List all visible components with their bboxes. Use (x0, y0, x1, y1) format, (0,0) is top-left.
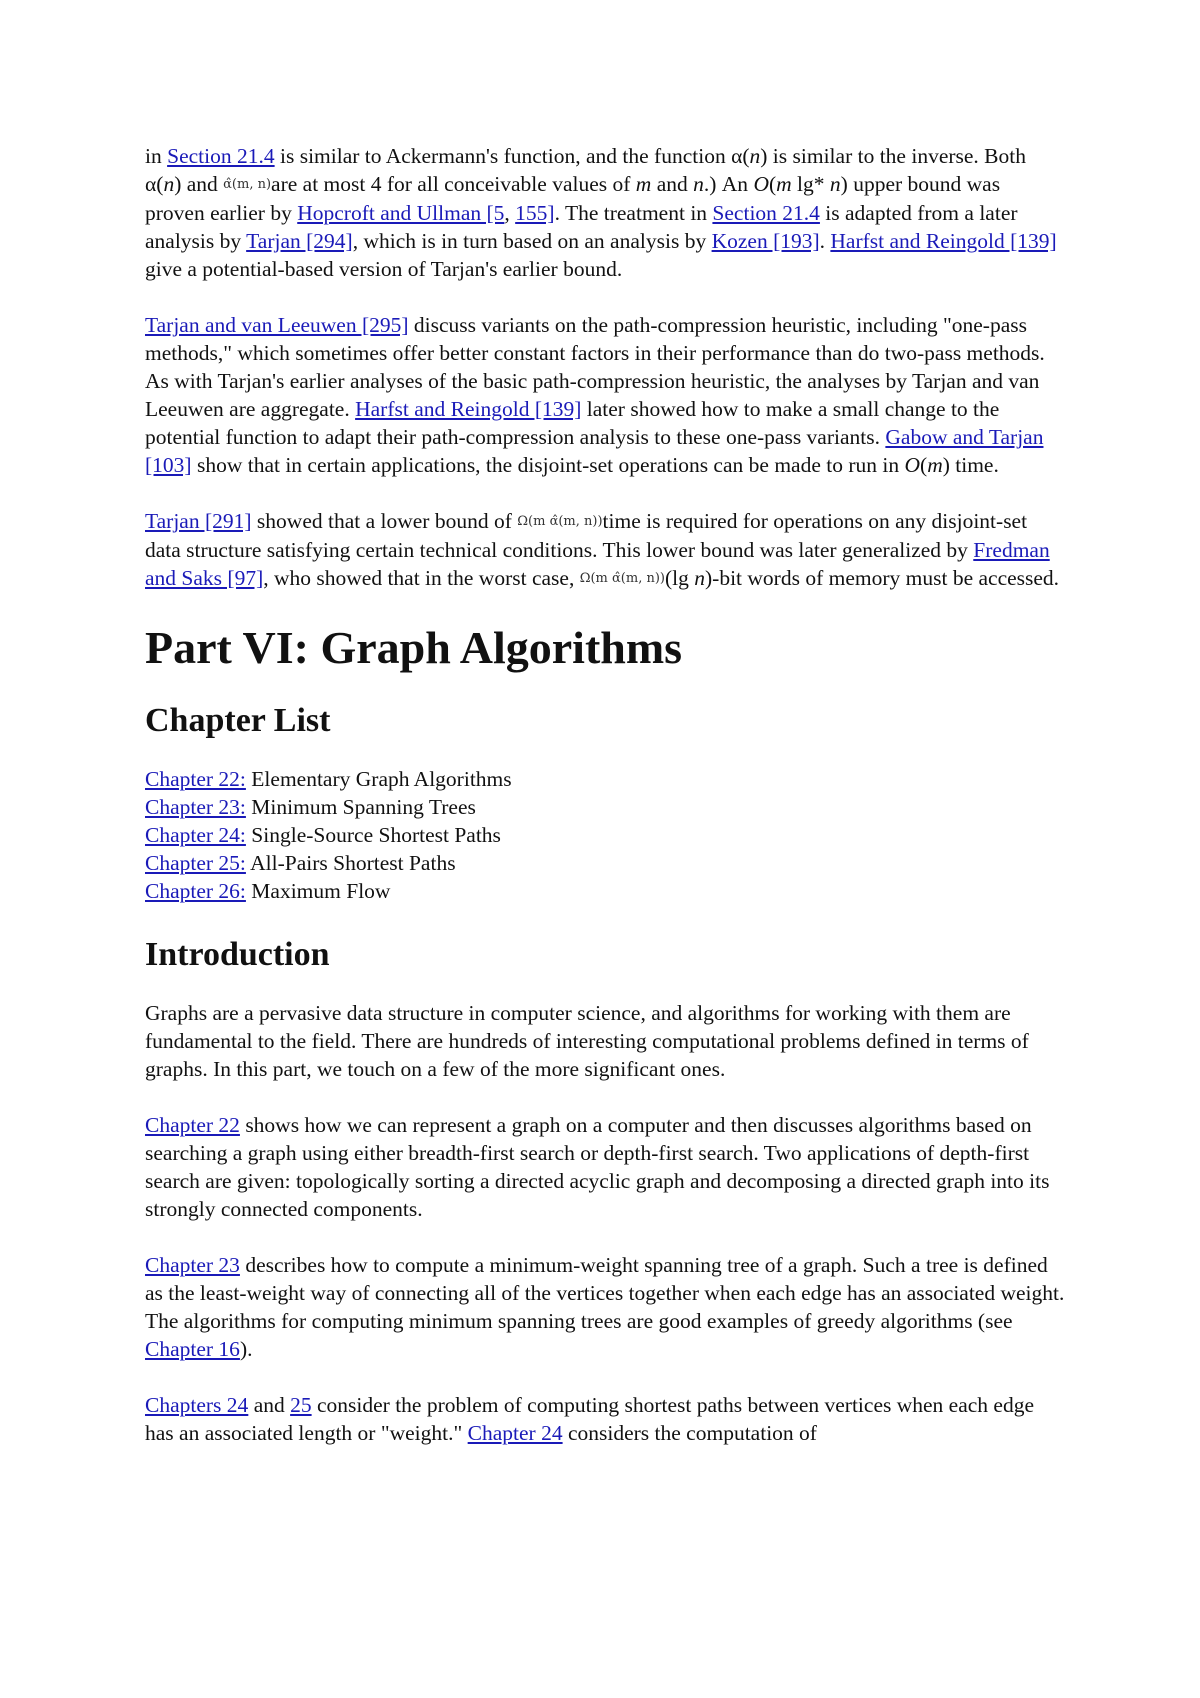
math-O: O (904, 453, 921, 477)
chapter-23-link[interactable]: Chapter 23: (145, 795, 246, 819)
text: )-bit words of memory must be accessed. (705, 566, 1060, 590)
text: is adapted from a later analysis by (145, 201, 1018, 253)
link-chapter-23[interactable]: Chapter 23 (145, 1253, 240, 1277)
text: , which is in turn based on an analysis by (352, 229, 712, 253)
text: .) An (703, 172, 754, 196)
link-chapters-24[interactable]: Chapters 24 (145, 1393, 249, 1417)
link-harfst-reingold-b[interactable]: Harfst and Reingold [139] (355, 397, 582, 421)
math-m: m (927, 453, 943, 477)
intro-paragraph-2 (145, 1111, 1065, 1223)
link-section-21-4-b[interactable]: Section 21.4 (712, 201, 820, 225)
text: describes how to compute a minimum-weight spanning tree of a graph. Such a tree is defined as the least-weight way of connecting all of the vertices together when each edge has an associated weight. The algorithms for computing minimum spanning trees are good examples of greedy algorithms (see (145, 1253, 1065, 1333)
text: ( (768, 172, 777, 196)
text: time is required for operations on any disjoint-set data structure satisfying certain technical conditions. This lower bound was later generalized by (145, 509, 1028, 562)
chapter-title: Maximum Flow (245, 879, 391, 903)
link-kozen-193[interactable]: Kozen [193] (711, 229, 820, 253)
alpha-hat-formula-image: α̂(m, n) (223, 177, 272, 192)
text: show that in certain applications, the disjoint-set operations can be made to run in (191, 453, 905, 477)
introduction-title: Introduction (145, 936, 330, 973)
intro-paragraph-1: Graphs are a pervasive data structure in computer science, and algorithms for working with them are fundamental to the field. There are hundreds of interesting computational problems defined in terms of graphs. In this part, we touch on a few of the more significant ones. (145, 1001, 1029, 1081)
paragraph-path-compression (145, 311, 1065, 479)
link-chapter-24[interactable]: Chapter 24 (467, 1421, 563, 1445)
chapter-25-link[interactable]: Chapter 25: (145, 851, 246, 875)
text: are at most 4 for all conceivable values of (271, 172, 636, 196)
text: . (819, 229, 831, 253)
paragraph-lower-bound (145, 507, 1065, 593)
link-harfst-reingold[interactable]: Harfst and Reingold [139] (830, 229, 1057, 253)
text: , who showed that in the worst case, (263, 566, 580, 590)
intro-paragraph-3 (145, 1251, 1065, 1363)
text: later showed how to make a small change to the potential function to adapt their path-compression analysis to these one-pass variants. (145, 397, 1000, 449)
math-n: n (693, 172, 704, 196)
text: ) upper bound was proven earlier by (145, 172, 1001, 225)
chapter-title: All-Pairs Shortest Paths (245, 851, 456, 875)
chapter-item (145, 877, 1065, 905)
text: is similar to Ackermann's function, and the function α( (274, 144, 750, 168)
chapter-26-link[interactable]: Chapter 26: (145, 879, 246, 903)
chapter-item (145, 765, 1065, 793)
part-title: Part VI: Graph Algorithms (145, 622, 683, 673)
chapter-item (145, 793, 1065, 821)
paragraph-ackermann (145, 142, 1065, 283)
chapter-item (145, 849, 1065, 877)
link-chapter-16[interactable]: Chapter 16 (145, 1337, 240, 1361)
omega-formula-image: Ω(m α̂(m, n)) (517, 514, 603, 529)
chapter-item (145, 821, 1065, 849)
math-m: m (635, 172, 652, 196)
link-gabow-tarjan[interactable]: Gabow and Tarjan [103] (145, 425, 1044, 477)
text: ) and (174, 172, 224, 196)
text: ). (239, 1337, 253, 1361)
chapter-title: Single-Source Shortest Paths (245, 823, 501, 847)
text: and (651, 172, 694, 196)
text: lg* (791, 172, 830, 196)
text: ) is similar to the inverse. Both α( (145, 144, 1026, 196)
math-n: n (749, 144, 761, 168)
chapter-22-link[interactable]: Chapter 22: (145, 767, 246, 791)
text: ) time. (942, 453, 999, 477)
link-fredman-saks[interactable]: Fredman and Saks [97] (145, 538, 1050, 590)
intro-paragraph-4 (145, 1391, 1065, 1447)
link-section-21-4[interactable]: Section 21.4 (167, 144, 275, 168)
text: consider the problem of computing shortest paths between vertices when each edge has an associated length or "weight." (145, 1393, 1035, 1445)
link-tarjan-291[interactable]: Tarjan [291] (145, 509, 252, 533)
math-m: m (776, 172, 792, 196)
document-page (145, 142, 1065, 1475)
text: , (504, 201, 516, 225)
link-chapter-25[interactable]: 25 (290, 1393, 312, 1417)
text: give a potential-based version of Tarjan's earlier bound. (145, 257, 623, 281)
link-tarjan-van-leeuwen[interactable]: Tarjan and van Leeuwen [295] (145, 313, 409, 337)
chapter-title: Elementary Graph Algorithms (245, 767, 512, 791)
omega-formula-image-2: Ω(m α̂(m, n)) (579, 571, 665, 586)
link-hopcroft-ullman[interactable]: Hopcroft and Ullman [5 (297, 201, 505, 225)
text: discuss variants on the path-compression heuristic, including "one-pass methods," which sometimes offer better constant factors in their performance than do two-pass methods. As with Tarjan's earlier analyses of the basic path-compression heuristic, the analyses by Tarjan and van Leeuwen are aggregate. (145, 313, 1045, 421)
math-n: n (829, 172, 841, 196)
text: showed that a lower bound of (251, 509, 518, 533)
math-n: n (694, 566, 705, 590)
math-n: n (163, 172, 175, 196)
text: ( (920, 453, 928, 477)
text: (lg (664, 566, 695, 590)
chapter-24-link[interactable]: Chapter 24: (145, 823, 246, 847)
link-ref-155[interactable]: 155] (515, 201, 555, 225)
chapter-list-title: Chapter List (145, 702, 331, 739)
link-chapter-22[interactable]: Chapter 22 (145, 1113, 240, 1137)
chapter-title: Minimum Spanning Trees (245, 795, 476, 819)
link-tarjan-294[interactable]: Tarjan [294] (246, 229, 353, 253)
math-O: O (753, 172, 769, 196)
text: shows how we can represent a graph on a computer and then discusses algorithms based on searching a graph using either breadth-first search or depth-first search. Two applications of depth-first search are given: topologically sorting a directed acyclic graph and decomposing a directed graph into its strongly connected components. (145, 1113, 1050, 1221)
text: in (145, 144, 168, 168)
text: considers the computation of (562, 1421, 817, 1445)
text: and (248, 1393, 291, 1417)
text: . The treatment in (554, 201, 713, 225)
chapter-list (145, 765, 1065, 905)
